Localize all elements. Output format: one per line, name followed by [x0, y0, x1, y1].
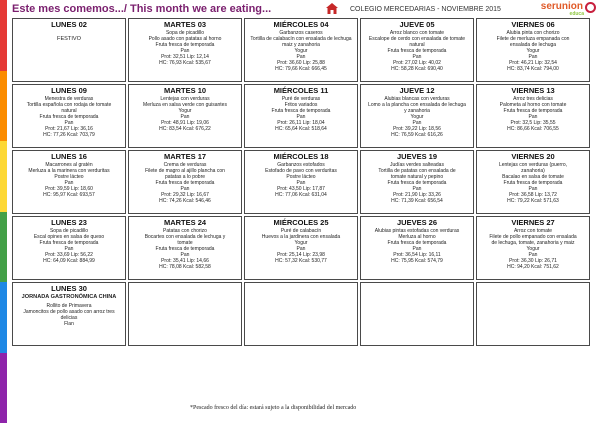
day-cell — [244, 150, 358, 214]
menu-line: Pan — [180, 48, 190, 54]
menu-line: Filete de merluza empanada con — [496, 36, 570, 42]
special-event-title: JORNADA GASTRONÓMICA CHINA — [21, 294, 117, 300]
menu-line: Postre lácteo — [54, 174, 84, 180]
menu-line: Escal opines en salsa de queso — [33, 234, 105, 240]
menu-line: Lentejas con verduras — [160, 96, 210, 102]
menu-line: Pan — [296, 114, 306, 120]
menu-line: Puré de calabacín — [280, 228, 322, 234]
menu-line: Bocartes con ensalada de lechuga y — [144, 234, 226, 240]
menu-line: Sopa de picadillo — [165, 30, 205, 36]
menu-line: Pan — [64, 246, 74, 252]
menu-line: Merluza a la marinera con verduritas — [28, 168, 110, 174]
menu-line: Pan — [528, 54, 538, 60]
menu-line: Lomo a la plancha con ensalada de lechuga — [368, 102, 466, 108]
menu-line: Fruta fresca de temporada — [39, 114, 99, 120]
logo-subtext: educa — [569, 11, 584, 17]
day-heading: MARTES 17 — [163, 152, 207, 161]
menu-line: Sopa de picadillo — [49, 228, 89, 234]
footer-note: *Pescado fresco del día: estará sujeto a la disponibilidad del mercado — [190, 405, 357, 411]
menu-line: Yogur — [410, 114, 424, 120]
menu-line: HC: 95,97 Kcal: 693,57 — [43, 192, 95, 198]
menu-line: Flan — [64, 321, 74, 327]
menu-line: Merluza en salsa verde con guisantes — [143, 102, 227, 108]
menu-line: Garbanzos estofados — [277, 162, 325, 168]
menu-line: HC: 86,66 Kcal: 706,55 — [507, 126, 559, 132]
menu-line: Pan — [528, 252, 538, 258]
menu-line: Jamoncitos de pollo asado con arroz tres — [23, 309, 115, 315]
menu-line: HC: 76,93 Kcal: 535,67 — [159, 60, 211, 66]
menu-line: HC: 71,39 Kcal: 656,54 — [391, 198, 443, 204]
page-header — [10, 2, 598, 18]
menu-line: Pan — [180, 114, 190, 120]
day-heading: VIERNES 27 — [511, 218, 555, 227]
day-heading: LUNES 30 — [51, 284, 87, 293]
day-cell — [360, 150, 474, 214]
day-heading: MARTES 03 — [163, 20, 207, 29]
menu-line: Pan — [412, 186, 422, 192]
menu-line: HC: 79,22 Kcal: 571,63 — [507, 198, 559, 204]
day-heading: MARTES 24 — [163, 218, 207, 227]
menu-line: Prot: 36,54 Lip: 16,11 — [393, 252, 441, 258]
menu-line: HC: 78,08 Kcal: 582,58 — [159, 264, 211, 270]
menu-line: Prot: 27,02 Lip: 40,02 — [393, 60, 441, 66]
menu-line: Fruta fresca de temporada — [387, 180, 447, 186]
menu-line: Judías verdes salteadas — [390, 162, 444, 168]
menu-line: Alubias blancas con verduras — [384, 96, 450, 102]
day-cell — [128, 150, 242, 214]
menu-line: Prot: 46,21 Lip: 32,54 — [509, 60, 557, 66]
empty-day-cell — [360, 282, 474, 346]
menu-line: Pan — [528, 186, 538, 192]
menu-line: Crema de verduras — [163, 162, 207, 168]
day-heading: VIERNES 13 — [511, 86, 555, 95]
menu-line: Fruta fresca de temporada — [387, 240, 447, 246]
menu-line: HC: 77,26 Kcal: 703,79 — [43, 132, 95, 138]
menu-line: Prot: 48,91 Lip: 19,06 — [161, 120, 209, 126]
menu-line: Prot: 36,58 Lip: 13,72 — [509, 192, 557, 198]
day-heading: JUEVE 05 — [399, 20, 435, 29]
day-heading: JUEVES 19 — [396, 152, 438, 161]
menu-line: Fruta fresca de temporada — [503, 180, 563, 186]
menu-line: Bacalao en salsa de tomate — [502, 174, 564, 180]
home-icon[interactable] — [325, 2, 339, 15]
menu-calendar-grid — [12, 18, 590, 412]
menu-line: Yogur — [178, 108, 192, 114]
menu-line: Tortilla española con rodaja de tomate — [26, 102, 112, 108]
menu-line: Prot: 29,32 Lip: 16,67 — [161, 192, 209, 198]
menu-line: Fritos variados — [284, 102, 318, 108]
stripe-yellow — [0, 141, 7, 212]
menu-line: Prot: 39,22 Lip: 18,56 — [393, 126, 441, 132]
menu-line: HC: 74,26 Kcal: 546,46 — [159, 198, 211, 204]
empty-day-cell — [128, 282, 242, 346]
menu-line: HC: 76,59 Kcal: 616,26 — [391, 132, 443, 138]
menu-line: Tortilla de patatas con ensalada de — [378, 168, 456, 174]
menu-line: natural — [409, 42, 425, 48]
menu-line: tomate — [177, 240, 193, 246]
day-cell — [12, 282, 126, 346]
serunion-logo — [541, 2, 596, 18]
menu-line: natural — [61, 108, 77, 114]
day-heading: JUEVES 26 — [396, 218, 438, 227]
stripe-purple — [0, 353, 7, 423]
menu-line: Pollo asado con patatas al horno — [148, 36, 222, 42]
menu-line: Prot: 36,30 Lip: 26,71 — [509, 258, 557, 264]
day-heading: LUNES 16 — [51, 152, 87, 161]
day-cell — [476, 150, 590, 214]
menu-line: Yogur — [526, 246, 540, 252]
menu-line: Filete de magro al ajillo plancha con — [145, 168, 225, 174]
day-heading: MIÉRCOLES 25 — [273, 218, 329, 227]
day-cell — [12, 216, 126, 280]
menu-line: Pan — [64, 180, 74, 186]
day-cell — [360, 84, 474, 148]
menu-line: Merluza al horno — [398, 234, 436, 240]
menu-line: y zanahoria — [404, 108, 430, 114]
stripe-blue — [0, 282, 7, 353]
day-cell — [360, 18, 474, 82]
menu-line: HC: 65,64 Kcal: 518,64 — [275, 126, 327, 132]
menu-line: Tortilla de calabacín con ensalada de lechuga — [250, 36, 352, 42]
school-name: COLEGIO MERCEDARIAS - NOVIEMBRE 2015 — [350, 6, 501, 13]
menu-line: ensalada de lechuga — [509, 42, 557, 48]
menu-line: Prot: 32,51 Lip: 12,14 — [161, 54, 209, 60]
menu-line: Prot: 35,41 Lip: 14,66 — [161, 258, 209, 264]
day-cell — [128, 216, 242, 280]
color-stripe-sidebar — [0, 0, 7, 423]
day-heading: LUNES 02 — [51, 20, 87, 29]
menu-line: HC: 64,09 Kcal: 884,99 — [43, 258, 95, 264]
day-cell — [244, 84, 358, 148]
menu-line: Fruta fresca de temporada — [503, 108, 563, 114]
menu-line: Prot: 36,60 Lip: 25,88 — [277, 60, 325, 66]
day-cell — [128, 84, 242, 148]
menu-line: Pan — [296, 246, 306, 252]
stripe-red — [0, 0, 7, 71]
menu-line: FESTIVO — [57, 36, 81, 42]
menu-line: Prot: 39,59 Lip: 18,60 — [45, 186, 93, 192]
menu-line: HC: 83,54 Kcal: 676,22 — [159, 126, 211, 132]
menu-line: Macarrones al gratén — [45, 162, 93, 168]
menu-line: Yogur — [294, 48, 308, 54]
menu-line: Prot: 25,14 Lip: 23,98 — [277, 252, 325, 258]
day-heading: MIÉRCOLES 11 — [273, 86, 329, 95]
day-cell — [244, 216, 358, 280]
menu-line: Fruta fresca de temporada — [155, 42, 215, 48]
day-cell — [12, 150, 126, 214]
menu-line: Fruta fresca de temporada — [271, 108, 331, 114]
menu-line: Pan — [528, 114, 538, 120]
day-heading: LUNES 23 — [51, 218, 87, 227]
menu-line: Yogur — [526, 48, 540, 54]
menu-line: Pan — [180, 252, 190, 258]
stripe-orange — [0, 71, 7, 142]
menu-line: Prot: 21,67 Lip: 36,16 — [45, 126, 93, 132]
menu-line: Estofado de pavo con verduritas — [265, 168, 337, 174]
menu-line: Menestra de verduras — [44, 96, 94, 102]
menu-line: Pan — [412, 120, 422, 126]
menu-line: Filete de pollo empanado con ensalada — [489, 234, 577, 240]
menu-line: Prot: 33,69 Lip: 56,22 — [45, 252, 93, 258]
day-heading: VIERNES 20 — [511, 152, 555, 161]
empty-day-cell — [476, 282, 590, 346]
day-cell — [476, 84, 590, 148]
menu-line: Rollito de Primavera — [46, 303, 92, 309]
menu-line: HC: 58,28 Kcal: 690,40 — [391, 66, 443, 72]
day-heading: LUNES 09 — [51, 86, 87, 95]
menu-line: Alubias pintas estofadas con verduras — [374, 228, 460, 234]
menu-line: maiz y zanahoria — [282, 42, 320, 48]
menu-line: Arroz tres delicias — [513, 96, 553, 102]
menu-line: Arroz con tomate — [513, 228, 553, 234]
menu-line: Pan — [296, 54, 306, 60]
menu-line: Patatas con chorizo — [163, 228, 207, 234]
menu-line: HC: 83,74 Kcal: 794,00 — [507, 66, 559, 72]
menu-line: HC: 57,32 Kcal: 530,77 — [275, 258, 327, 264]
logo-text: serunion — [540, 1, 583, 12]
menu-line: Postre lácteo — [286, 174, 316, 180]
menu-line: Pan — [412, 246, 422, 252]
page-title: Este mes comemos.../ This month we are eating... — [12, 3, 272, 15]
menu-line: de lechuga, tomate, zanahoria y maiz — [491, 240, 575, 246]
menu-line: Huevos a la jardinera con ensalada — [261, 234, 341, 240]
menu-line: Yogur — [294, 240, 308, 246]
menu-line: Prot: 43,50 Lip: 17,87 — [277, 186, 325, 192]
menu-line: Fruta fresca de temporada — [39, 240, 99, 246]
logo-circle-icon — [585, 2, 596, 13]
menu-line: Fruta fresca de temporada — [387, 48, 447, 54]
menu-line: Palometa al horno con tomate — [499, 102, 567, 108]
day-cell — [360, 216, 474, 280]
menu-line: Pan — [180, 186, 190, 192]
menu-line: Pan — [64, 120, 74, 126]
day-heading: JUEVE 12 — [399, 86, 435, 95]
menu-line: Puré de verduras — [281, 96, 321, 102]
menu-line: HC: 77,06 Kcal: 631,04 — [275, 192, 327, 198]
day-heading: MIÉRCOLES 18 — [273, 152, 329, 161]
day-heading: MIÉRCOLES 04 — [273, 20, 329, 29]
menu-line: delicias — [60, 315, 78, 321]
menu-line: HC: 79,66 Kcal: 666,45 — [275, 66, 327, 72]
menu-line: Prot: 21,90 Lip: 33,26 — [393, 192, 441, 198]
day-cell — [12, 84, 126, 148]
day-cell — [128, 18, 242, 82]
menu-line: Prot: 26,11 Lip: 18,04 — [277, 120, 325, 126]
menu-line: Escalope de cerdo con ensalada de tomate — [368, 36, 466, 42]
stripe-green — [0, 212, 7, 283]
menu-line: Alubia pinta con chorizo — [506, 30, 560, 36]
menu-line: HC: 75,95 Kcal: 574,79 — [391, 258, 443, 264]
menu-line: tomate natural y pepino — [390, 174, 444, 180]
day-cell — [476, 216, 590, 280]
menu-line: Garbanzos caseros — [279, 30, 323, 36]
menu-line: Prot: 32,5 Lip: 35,55 — [510, 120, 556, 126]
menu-line: Fruta fresca de temporada — [155, 180, 215, 186]
menu-line: Pan — [412, 54, 422, 60]
menu-line: Fruta fresca de temporada — [155, 246, 215, 252]
day-cell — [476, 18, 590, 82]
menu-line: patatas a lo pobre — [164, 174, 206, 180]
empty-day-cell — [244, 282, 358, 346]
menu-line: Lentejas con verduras (puerro, — [498, 162, 568, 168]
menu-line: HC: 94,20 Kcal: 751,62 — [507, 264, 559, 270]
day-cell — [244, 18, 358, 82]
day-heading: VIERNES 06 — [511, 20, 555, 29]
day-heading: MARTES 10 — [163, 86, 207, 95]
day-cell — [12, 18, 126, 82]
menu-line: Arroz blanco con tomate — [389, 30, 445, 36]
menu-line: zanahoria) — [521, 168, 545, 174]
menu-line: Pan — [296, 180, 306, 186]
